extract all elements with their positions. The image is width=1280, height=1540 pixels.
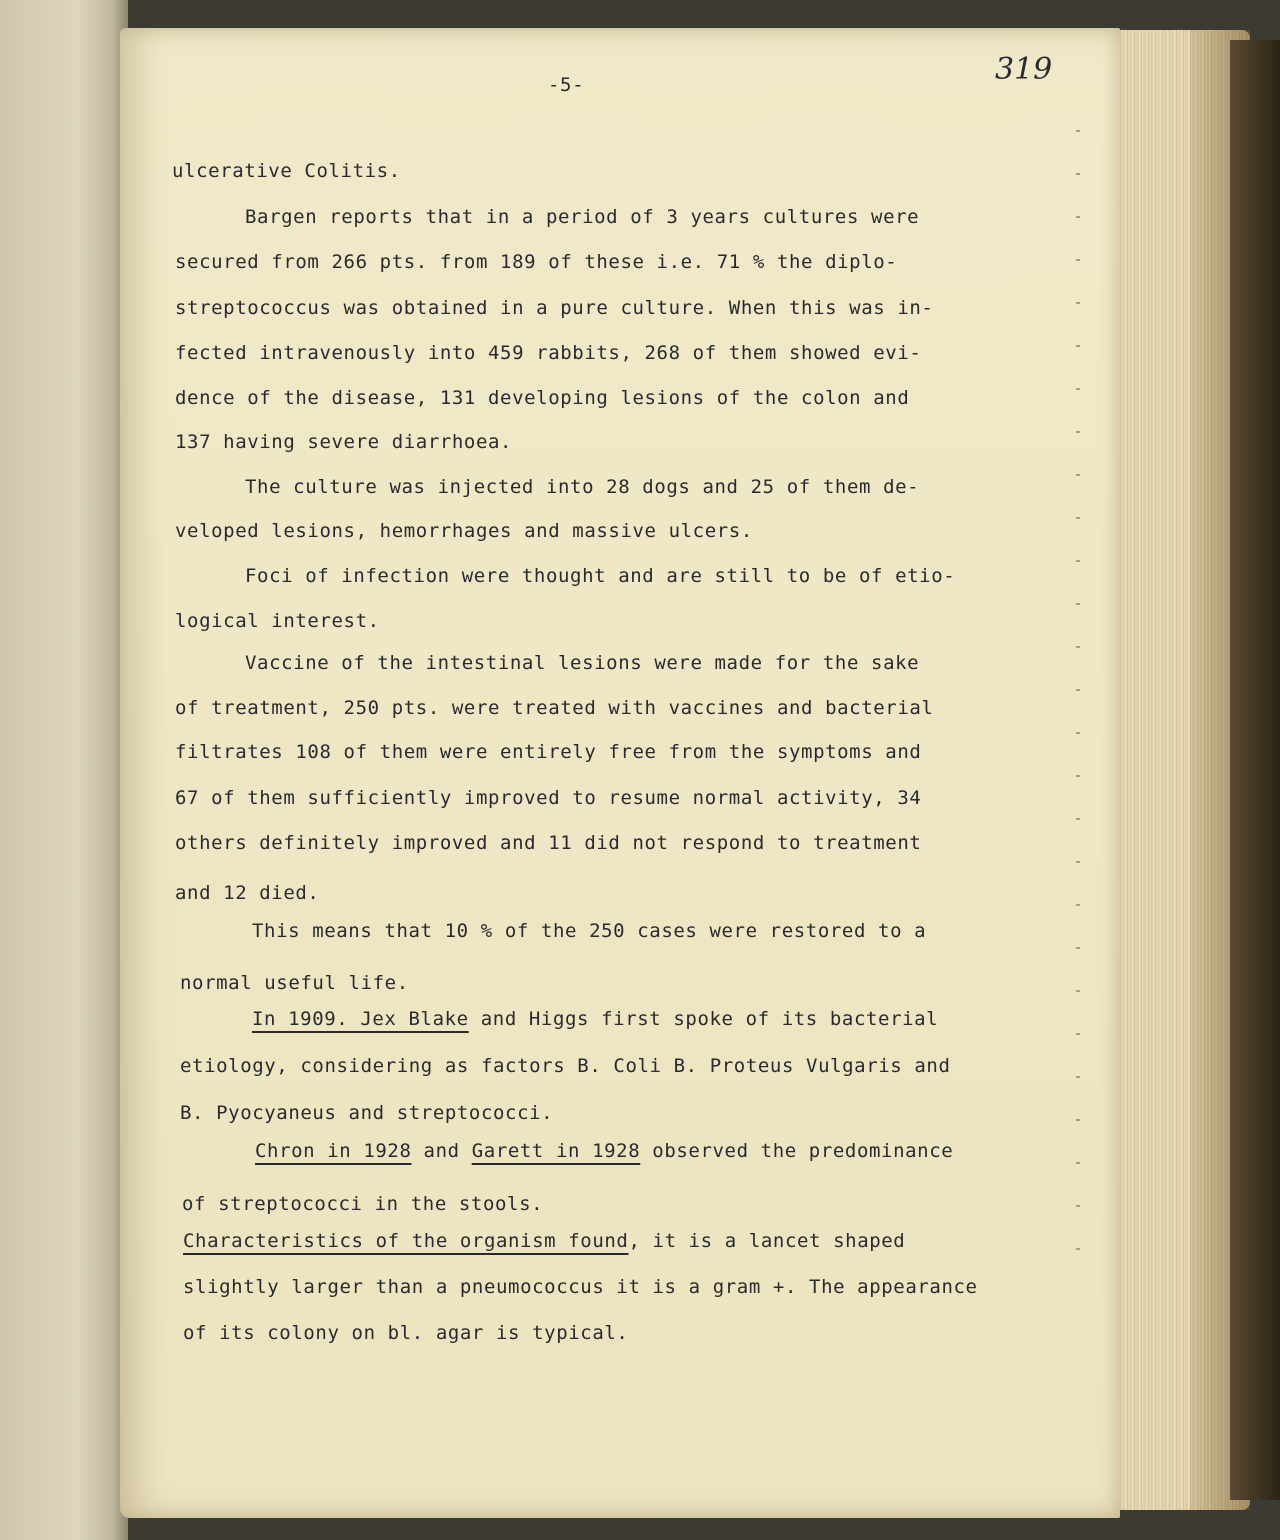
show-through [160,165,172,187]
text-line: Foci of infection were thought and are still to be of etio- [245,565,956,587]
underlined-phrase: Chron in 1928 [255,1140,412,1162]
underlined-phrase: Characteristics of the organism found [183,1230,629,1252]
book-spine [1230,40,1280,1500]
line-rest: observed the predominance [640,1140,954,1162]
text-line: logical interest. [175,610,380,632]
folio-number: 319 [995,52,1053,87]
text-line: of treatment, 250 pts. were treated with vaccines and bacterial [175,697,934,719]
line-rest: and Higgs first spoke of its bacterial [468,1008,939,1030]
text-line: of its colony on bl. agar is typical. [183,1322,629,1344]
line-rest: , it is a lancet shaped [628,1230,906,1252]
underlined-phrase: In 1909. Jex Blake [252,1008,469,1030]
text-line: 67 of them sufficiently improved to resume normal activity, 34 [175,787,922,809]
margin-dots [1076,130,1082,1330]
text-line: ulcerative Colitis. [172,160,401,182]
underlined-phrase: Garett in 1928 [471,1140,641,1162]
page-edges [1100,30,1250,1510]
text-line: veloped lesions, hemorrhages and massive ulcers. [175,520,753,542]
text-line: Vaccine of the intestinal lesions were made for the sake [245,652,920,674]
text-line: of streptococci in the stools. [182,1193,544,1215]
text-line: Bargen reports that in a period of 3 years cultures were [245,206,920,228]
text-line: dence of the disease, 131 developing lesions of the colon and [175,387,910,409]
text-line: This means that 10 % of the 250 cases were restored to a [252,920,927,942]
text-line: The culture was injected into 28 dogs and 25 of them de- [245,476,920,498]
text-line: filtrates 108 of them were entirely free from the symptoms and [175,741,922,763]
text-line: B. Pyocyaneus and streptococci. [180,1102,554,1124]
text-line: secured from 266 pts. from 189 of these i.e. 71 % the diplo- [175,251,898,273]
text-line: 137 having severe diarrhoea. [175,431,513,453]
text-line-underlined [252,1008,938,1030]
facing-page-left [0,0,128,1540]
text-line: others definitely improved and 11 did not respond to treatment [175,832,922,854]
line-mid: and [411,1140,472,1162]
text-line: slightly larger than a pneumococcus it is a gram +. The appearance [183,1276,978,1298]
text-line: fected intravenously into 459 rabbits, 268 of them showed evi- [175,342,922,364]
text-line: normal useful life. [180,972,409,994]
text-line-underlined [255,1140,953,1162]
text-line: streptococcus was obtained in a pure culture. When this was in- [175,297,934,319]
text-line: etiology, considering as factors B. Coli B. Proteus Vulgaris and [180,1055,951,1077]
text-line: and 12 died. [175,882,320,904]
page-number: -5- [548,74,585,96]
text-line-underlined [183,1230,905,1252]
